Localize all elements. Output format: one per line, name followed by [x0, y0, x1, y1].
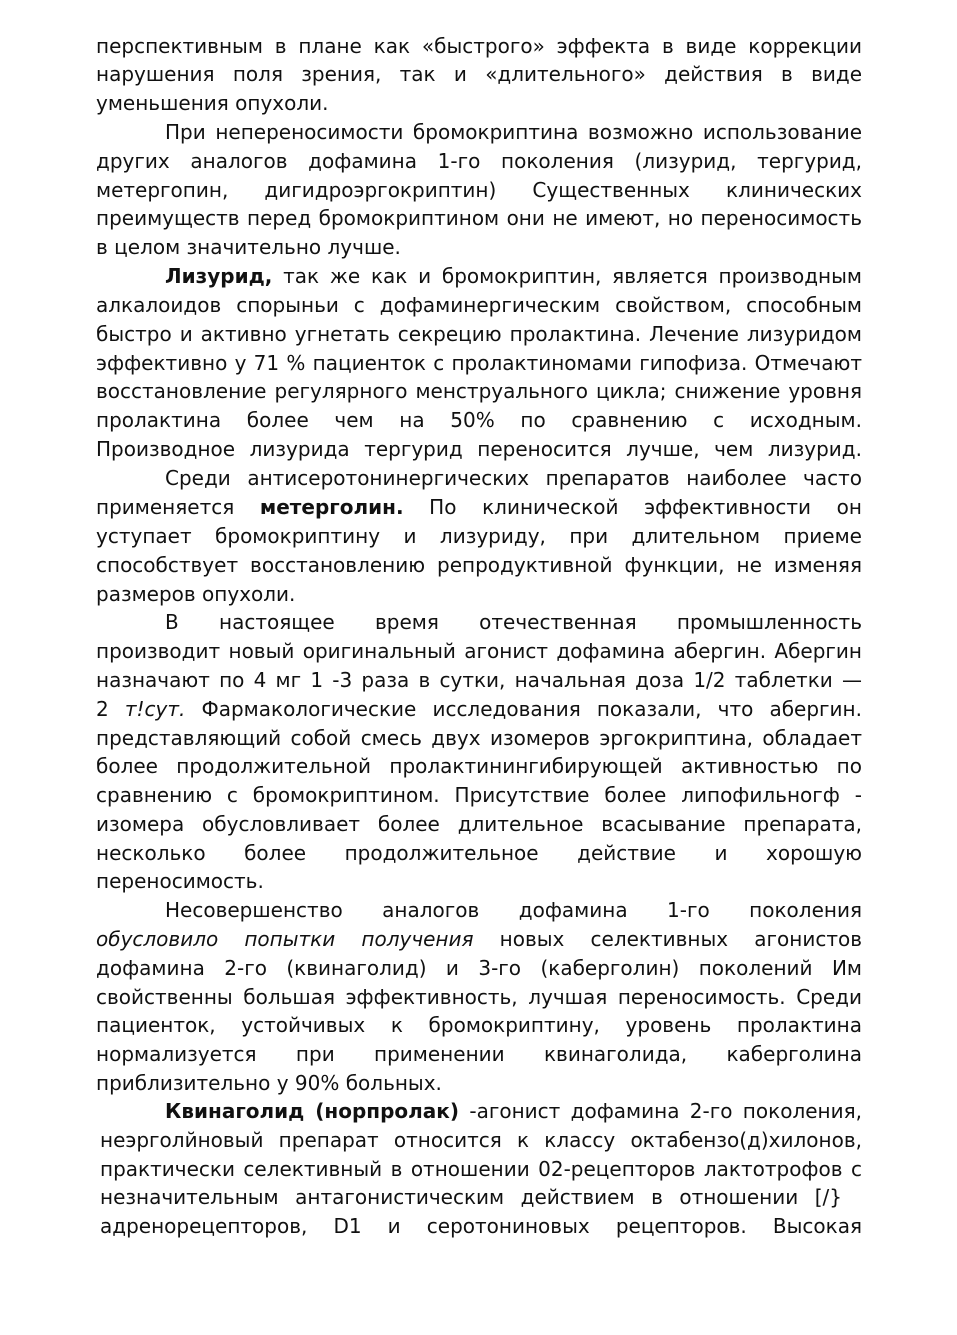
text-line: метергопин, дигидроэргокриптин) Существенных клинических	[96, 178, 862, 202]
text-line: пролактина более чем на 50% по сравнению с исходным.	[96, 408, 862, 432]
text-line: адренорецепторов, D1 и серотониновых рецепторов. Высокая	[100, 1214, 862, 1238]
text-span: 2	[96, 697, 125, 721]
text-line	[96, 493, 862, 521]
text-line: других аналогов дофамина 1-го поколения (лизурид, тергурид,	[96, 149, 862, 173]
text-line: незначительным антагонистическим действием в отношении [/}	[100, 1185, 842, 1209]
text-span: По клинической эффективности он	[403, 495, 862, 519]
text-line: в целом значительно лучше.	[96, 235, 401, 259]
italic-phrase: обусловило попытки получения	[96, 927, 474, 951]
text-line: пациенток, устойчивых к бромокриптину, уровень пролактина	[96, 1013, 862, 1037]
text-line: практически селективный в отношении 02-рецепторов лактотрофов с	[100, 1157, 862, 1181]
text-line: При непереносимости бромокриптина возможно использование	[165, 120, 862, 144]
text-line: размеров опухоли.	[96, 582, 296, 606]
text-line: алкалоидов спорыньи с дофаминергическим свойством, способным	[96, 293, 862, 317]
text-line: Производное лизурида тергурид переносится лучше, чем лизурид.	[96, 437, 862, 461]
text-line: изомера обусловливает более длительное всасывание препарата,	[96, 812, 862, 836]
text-line: дофамина 2-го (квинаголид) и 3-го (каберголин) поколений Им	[96, 956, 862, 980]
text-line: быстро и активно угнетать секрецию пролактина. Лечение лизуридом	[96, 322, 862, 346]
term-lisuride: Лизурид,	[165, 264, 273, 288]
text-line: нарушения поля зрения, так и «длительного» действия в виде	[96, 62, 862, 86]
term-quinagolide: Квинаголид (норпролак)	[165, 1099, 460, 1123]
text-line: уменьшения опухоли.	[96, 91, 329, 115]
text-line: эффективно у 71 % пациенток с пролактиномами гипофиза. Отмечают	[96, 351, 862, 375]
text-line: сравнению с бромокриптином. Присутствие более липофильногф -	[96, 783, 862, 807]
term-metergoline: метерголин.	[259, 495, 404, 519]
text-line: Несовершенство аналогов дофамина 1-го поколения	[165, 898, 862, 922]
text-line: уступает бромокриптину и лизуриду, при длительном приеме	[96, 524, 862, 548]
text-line: преимуществ перед бромокриптином они не имеют, но переносимость	[96, 206, 862, 230]
text-line: Среди антисеротонинергических препаратов наиболее часто	[165, 466, 862, 490]
text-line: восстановление регулярного менструального цикла; снижение уровня	[96, 379, 862, 403]
text-line: несколько более продолжительное действие и хорошую	[96, 841, 862, 865]
text-span: новых селективных агонистов	[473, 927, 862, 951]
text-line	[96, 695, 862, 723]
text-line: приблизительно у 90% больных.	[96, 1071, 442, 1095]
text-line: перспективным в плане как «быстрого» эффекта в виде коррекции	[96, 34, 862, 58]
text-line	[165, 1097, 862, 1125]
text-span: Фармакологические исследования показали, что абергин.	[185, 697, 862, 721]
text-line	[165, 262, 862, 290]
text-span: так же как и бромокриптин, является производным	[272, 264, 862, 288]
text-line: более продолжительной пролактинингибирующей активностью по	[96, 754, 862, 778]
text-line: производит новый оригинальный агонист дофамина абергин. Абергин	[96, 639, 862, 663]
text-line: представляющий собой смесь двух изомеров эргокриптина, обладает	[96, 726, 862, 750]
text-line: назначают по 4 мг 1 -3 раза в сутки, начальная доза 1/2 таблетки —	[96, 668, 862, 692]
text-line: свойственны большая эффективность, лучшая переносимость. Среди	[96, 985, 862, 1009]
text-line: В настоящее время отечественная промышленность	[165, 610, 862, 634]
text-line: нормализуется при применении квинаголида, каберголина	[96, 1042, 862, 1066]
text-line: способствует восстановлению репродуктивной функции, не изменяя	[96, 553, 862, 577]
text-span: -агонист дофамина 2-го поколения,	[459, 1099, 862, 1123]
text-line: неэрголйновый препарат относится к классу октабензо(д)хилонов,	[100, 1128, 862, 1152]
dose-unit: т!сут.	[124, 697, 186, 721]
text-span: применяется	[96, 495, 260, 519]
text-line: переносимость.	[96, 869, 264, 893]
text-line	[96, 925, 862, 953]
